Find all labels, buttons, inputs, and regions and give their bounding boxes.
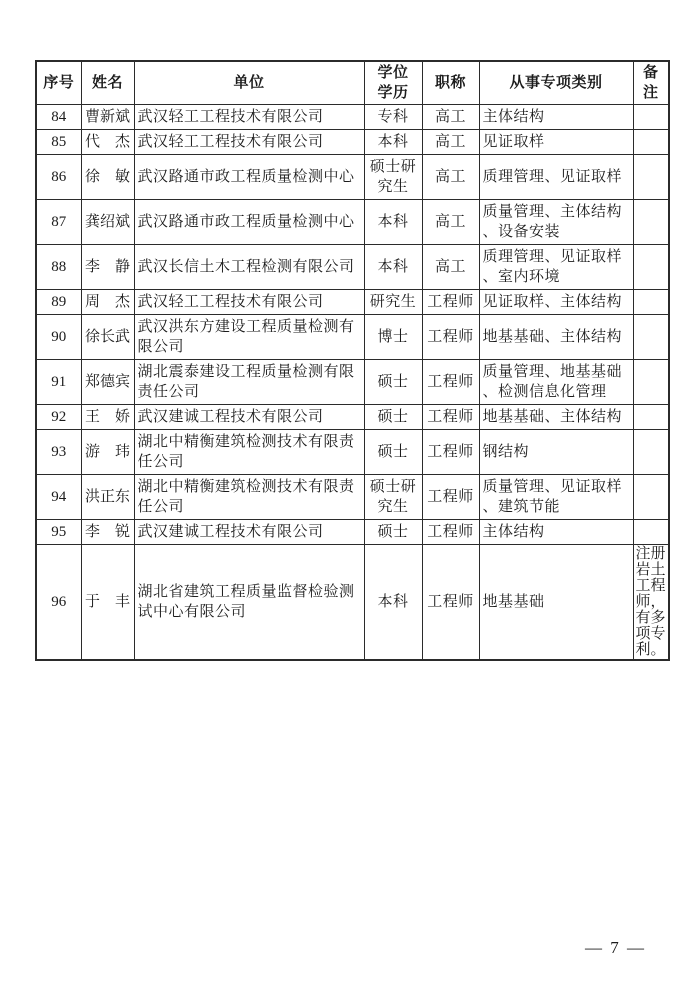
cell-specialty: 地基基础 <box>479 545 633 661</box>
cell-remark: 注册岩土工程师，有多项专利。 <box>633 545 669 661</box>
cell-degree: 本科 <box>364 200 422 245</box>
cell-remark <box>633 475 669 520</box>
cell-serial: 91 <box>36 360 81 405</box>
cell-unit: 武汉洪东方建设工程质量检测有限公司 <box>134 315 364 360</box>
cell-title: 工程师 <box>422 545 479 661</box>
header-degree-line1: 学位 <box>377 64 409 81</box>
cell-serial: 85 <box>36 130 81 155</box>
cell-specialty: 见证取样、主体结构 <box>479 290 633 315</box>
cell-degree: 专科 <box>364 105 422 130</box>
cell-serial: 86 <box>36 155 81 200</box>
cell-degree: 硕士研究生 <box>364 475 422 520</box>
cell-name: 王 娇 <box>81 405 134 430</box>
cell-unit: 武汉轻工工程技术有限公司 <box>134 290 364 315</box>
cell-title: 工程师 <box>422 430 479 475</box>
cell-specialty: 质量管理、见证取样、建筑节能 <box>479 475 633 520</box>
cell-degree: 研究生 <box>364 290 422 315</box>
cell-name: 洪正东 <box>81 475 134 520</box>
cell-specialty: 质理管理、见证取样 <box>479 155 633 200</box>
cell-unit: 武汉建诚工程技术有限公司 <box>134 520 364 545</box>
cell-serial: 88 <box>36 245 81 290</box>
cell-degree: 博士 <box>364 315 422 360</box>
cell-unit: 湖北中精衡建筑检测技术有限责任公司 <box>134 475 364 520</box>
cell-title: 工程师 <box>422 475 479 520</box>
cell-unit: 武汉轻工工程技术有限公司 <box>134 130 364 155</box>
cell-remark <box>633 405 669 430</box>
table-row <box>36 430 669 475</box>
header-unit: 单位 <box>134 61 364 105</box>
cell-remark <box>633 360 669 405</box>
cell-name: 徐 敏 <box>81 155 134 200</box>
cell-unit: 武汉路通市政工程质量检测中心 <box>134 200 364 245</box>
cell-remark <box>633 130 669 155</box>
cell-unit: 武汉长信土木工程检测有限公司 <box>134 245 364 290</box>
cell-serial: 92 <box>36 405 81 430</box>
cell-title: 工程师 <box>422 290 479 315</box>
table-row <box>36 155 669 200</box>
table-row <box>36 245 669 290</box>
cell-title: 工程师 <box>422 360 479 405</box>
cell-serial: 90 <box>36 315 81 360</box>
cell-name: 周 杰 <box>81 290 134 315</box>
cell-serial: 94 <box>36 475 81 520</box>
cell-degree: 本科 <box>364 245 422 290</box>
cell-remark <box>633 430 669 475</box>
cell-unit: 湖北中精衡建筑检测技术有限责任公司 <box>134 430 364 475</box>
cell-name: 游 玮 <box>81 430 134 475</box>
cell-degree: 硕士 <box>364 405 422 430</box>
cell-unit: 武汉建诚工程技术有限公司 <box>134 405 364 430</box>
cell-specialty: 质量管理、主体结构、设备安装 <box>479 200 633 245</box>
cell-remark <box>633 290 669 315</box>
table-row <box>36 520 669 545</box>
cell-unit: 武汉路通市政工程质量检测中心 <box>134 155 364 200</box>
cell-specialty: 地基基础、主体结构 <box>479 315 633 360</box>
table-row <box>36 130 669 155</box>
cell-degree: 硕士 <box>364 520 422 545</box>
cell-remark <box>633 200 669 245</box>
cell-name: 龚绍斌 <box>81 200 134 245</box>
table-row <box>36 545 669 661</box>
cell-remark <box>633 520 669 545</box>
header-serial: 序号 <box>36 61 81 105</box>
cell-serial: 95 <box>36 520 81 545</box>
cell-specialty: 主体结构 <box>479 520 633 545</box>
table-row <box>36 315 669 360</box>
cell-unit: 武汉轻工工程技术有限公司 <box>134 105 364 130</box>
cell-unit: 湖北震泰建设工程质量检测有限责任公司 <box>134 360 364 405</box>
cell-specialty: 主体结构 <box>479 105 633 130</box>
table-row <box>36 200 669 245</box>
header-degree <box>364 61 422 105</box>
cell-title: 工程师 <box>422 405 479 430</box>
cell-name: 李 静 <box>81 245 134 290</box>
cell-title: 高工 <box>422 200 479 245</box>
header-remark: 备注 <box>633 61 669 105</box>
table-row <box>36 475 669 520</box>
personnel-table <box>35 60 670 661</box>
header-title: 职称 <box>422 61 479 105</box>
cell-title: 高工 <box>422 105 479 130</box>
cell-title: 高工 <box>422 155 479 200</box>
cell-degree: 本科 <box>364 130 422 155</box>
cell-serial: 89 <box>36 290 81 315</box>
cell-unit: 湖北省建筑工程质量监督检验测试中心有限公司 <box>134 545 364 661</box>
table-row <box>36 360 669 405</box>
cell-specialty: 质理管理、见证取样、室内环境 <box>479 245 633 290</box>
cell-title: 高工 <box>422 130 479 155</box>
cell-degree: 硕士 <box>364 430 422 475</box>
cell-name: 徐长武 <box>81 315 134 360</box>
cell-remark <box>633 245 669 290</box>
table-row <box>36 405 669 430</box>
cell-remark <box>633 105 669 130</box>
cell-serial: 87 <box>36 200 81 245</box>
cell-remark <box>633 155 669 200</box>
page-number: — 7 — <box>585 938 646 957</box>
cell-name: 于 丰 <box>81 545 134 661</box>
cell-name: 代 杰 <box>81 130 134 155</box>
cell-serial: 84 <box>36 105 81 130</box>
cell-name: 李 锐 <box>81 520 134 545</box>
cell-serial: 93 <box>36 430 81 475</box>
cell-specialty: 质量管理、地基基础、检测信息化管理 <box>479 360 633 405</box>
cell-degree: 本科 <box>364 545 422 661</box>
table-row <box>36 105 669 130</box>
cell-degree: 硕士研究生 <box>364 155 422 200</box>
header-specialty: 从事专项类别 <box>479 61 633 105</box>
cell-specialty: 钢结构 <box>479 430 633 475</box>
cell-specialty: 地基基础、主体结构 <box>479 405 633 430</box>
cell-remark <box>633 315 669 360</box>
cell-name: 郑德宾 <box>81 360 134 405</box>
cell-serial: 96 <box>36 545 81 661</box>
cell-title: 工程师 <box>422 315 479 360</box>
cell-title: 高工 <box>422 245 479 290</box>
cell-title: 工程师 <box>422 520 479 545</box>
cell-degree: 硕士 <box>364 360 422 405</box>
table-header-row <box>36 61 669 105</box>
table-row <box>36 290 669 315</box>
header-name: 姓名 <box>81 61 134 105</box>
cell-name: 曹新斌 <box>81 105 134 130</box>
cell-specialty: 见证取样 <box>479 130 633 155</box>
header-degree-line2: 学历 <box>377 84 409 101</box>
